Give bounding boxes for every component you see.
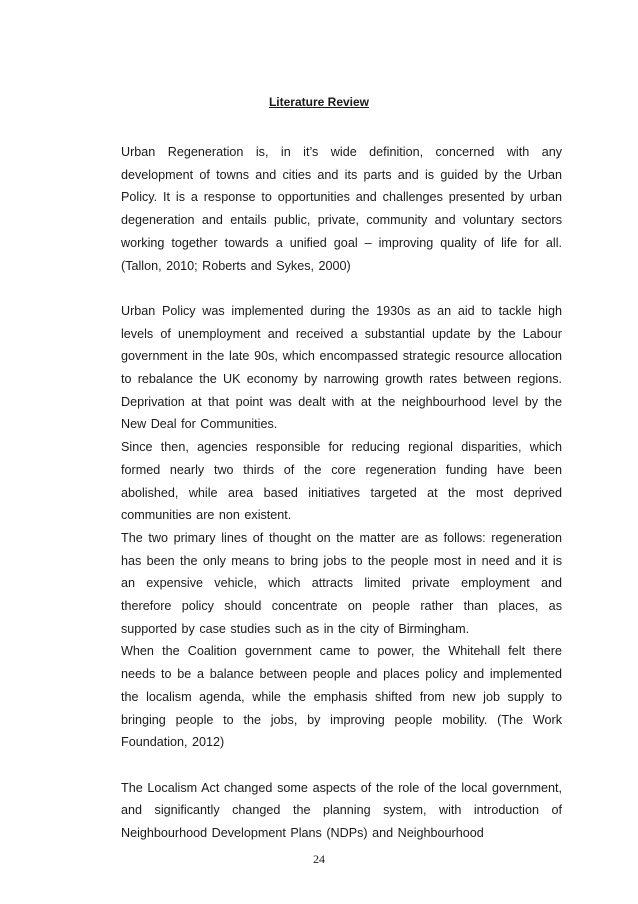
paragraph-agencies: Since then, agencies responsible for reducing regional disparities, which formed nearly two thirds of the core regeneration funding have been abolished, while area based initiatives targeted at the most deprived communities are non existent. bbox=[121, 440, 562, 523]
paragraph-urban-policy: Urban Policy was implemented during the 1930s as an aid to tackle high levels of unemployment and received a substantial update by the Labour government in the late 90s, which encompassed strategic resource allocation to rebalance the UK economy by narrowing growth rates between regions. Deprivation at that point was dealt with at the neighbourhood level by the New Deal for Communities. bbox=[121, 303, 562, 432]
page-number: 24 bbox=[313, 852, 325, 866]
paragraph-coalition: When the Coalition government came to power, the Whitehall felt there needs to be a balance between people and places policy and implemented the localism agenda, while the emphasis shifted from new job supply to bringing people to the jobs, by improving people mobility. (The Work Foundation, 2012) bbox=[121, 644, 562, 750]
section-heading: Literature Review bbox=[268, 95, 370, 109]
paragraph-lines-of-thought: The two primary lines of thought on the matter are as follows: regeneration has been the only means to bring jobs to the people most in need and it is an expensive vehicle, which attracts limited private employment and therefore policy should concentrate on people rather than places, as supported by case studies such as in the city of Birmingham. bbox=[121, 530, 562, 636]
paragraph-localism-act: The Localism Act changed some aspects of the role of the local government, and significantly changed the planning system, with introduction of Neighbourhood Development Plans (NDPs) and Neighbourhood bbox=[121, 780, 562, 841]
document-body bbox=[121, 141, 562, 845]
paragraph-urban-regeneration: Urban Regeneration is, in it’s wide definition, concerned with any development of towns and cities and its parts and is guided by the Urban Policy. It is a response to opportunities and challenges presented by urban degeneration and entails public, private, community and voluntary sectors working together towards a unified goal – improving quality of life for all. (Tallon, 2010; Roberts and Sykes, 2000) bbox=[121, 145, 562, 273]
